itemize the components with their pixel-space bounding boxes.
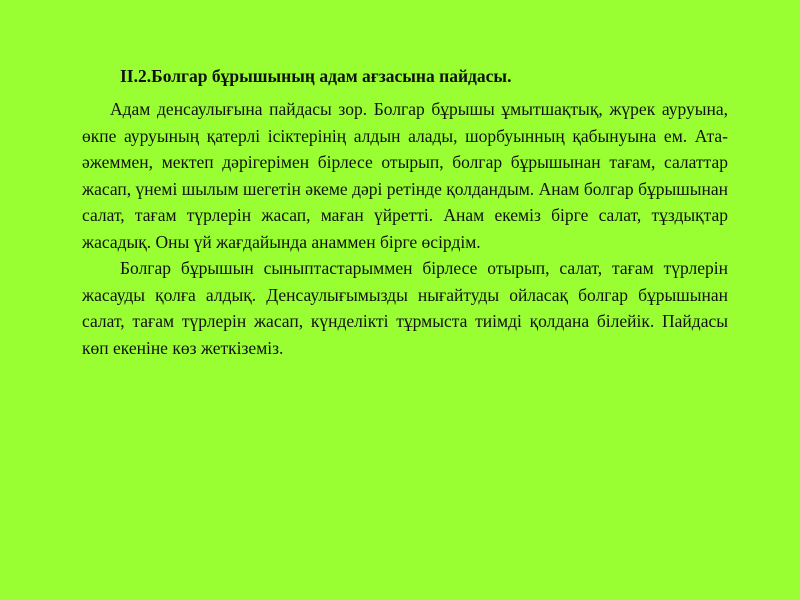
paragraph-classmates: Болгар бұрышын сыныптастарыммен бірлесе отырып, салат, тағам түрлерін жасауды қолға алдық. Денсаулығымызды нығайтуды ойласақ болгар бұрышынан салат, тағам түрлерін жасап, күнделікті тұрмыста тиімді қолдана білейік. Пайдасы көп екеніне көз жеткіземіз.: [82, 258, 728, 358]
paragraph-health-benefits: Адам денсаулығына пайдасы зор. Болгар бұрышы ұмытшақтық, жүрек ауруына, өкпе ауруының қатерлі ісіктерінің алдын алады, шорбуынның қабынуына ем. Ата-әжеммен, мектеп дәрігерімен бірлесе отырып, болгар бұрышынан тағам, салаттар жасап, үнемі шылым шегетін әкеме дәрі ретінде қолдандым. Анам болгар бұрышынан салат, тағам түрлерін жасап, маған үйретті. Анам екеміз бірге салат, тұздықтар жасадық. Оны үй жағдайында анаммен бірге өсірдім.: [82, 99, 728, 252]
section-title: ІІ.2.Болгар бұрышының адам ағзасына пайдасы.: [120, 66, 512, 86]
slide-content: [82, 62, 728, 361]
